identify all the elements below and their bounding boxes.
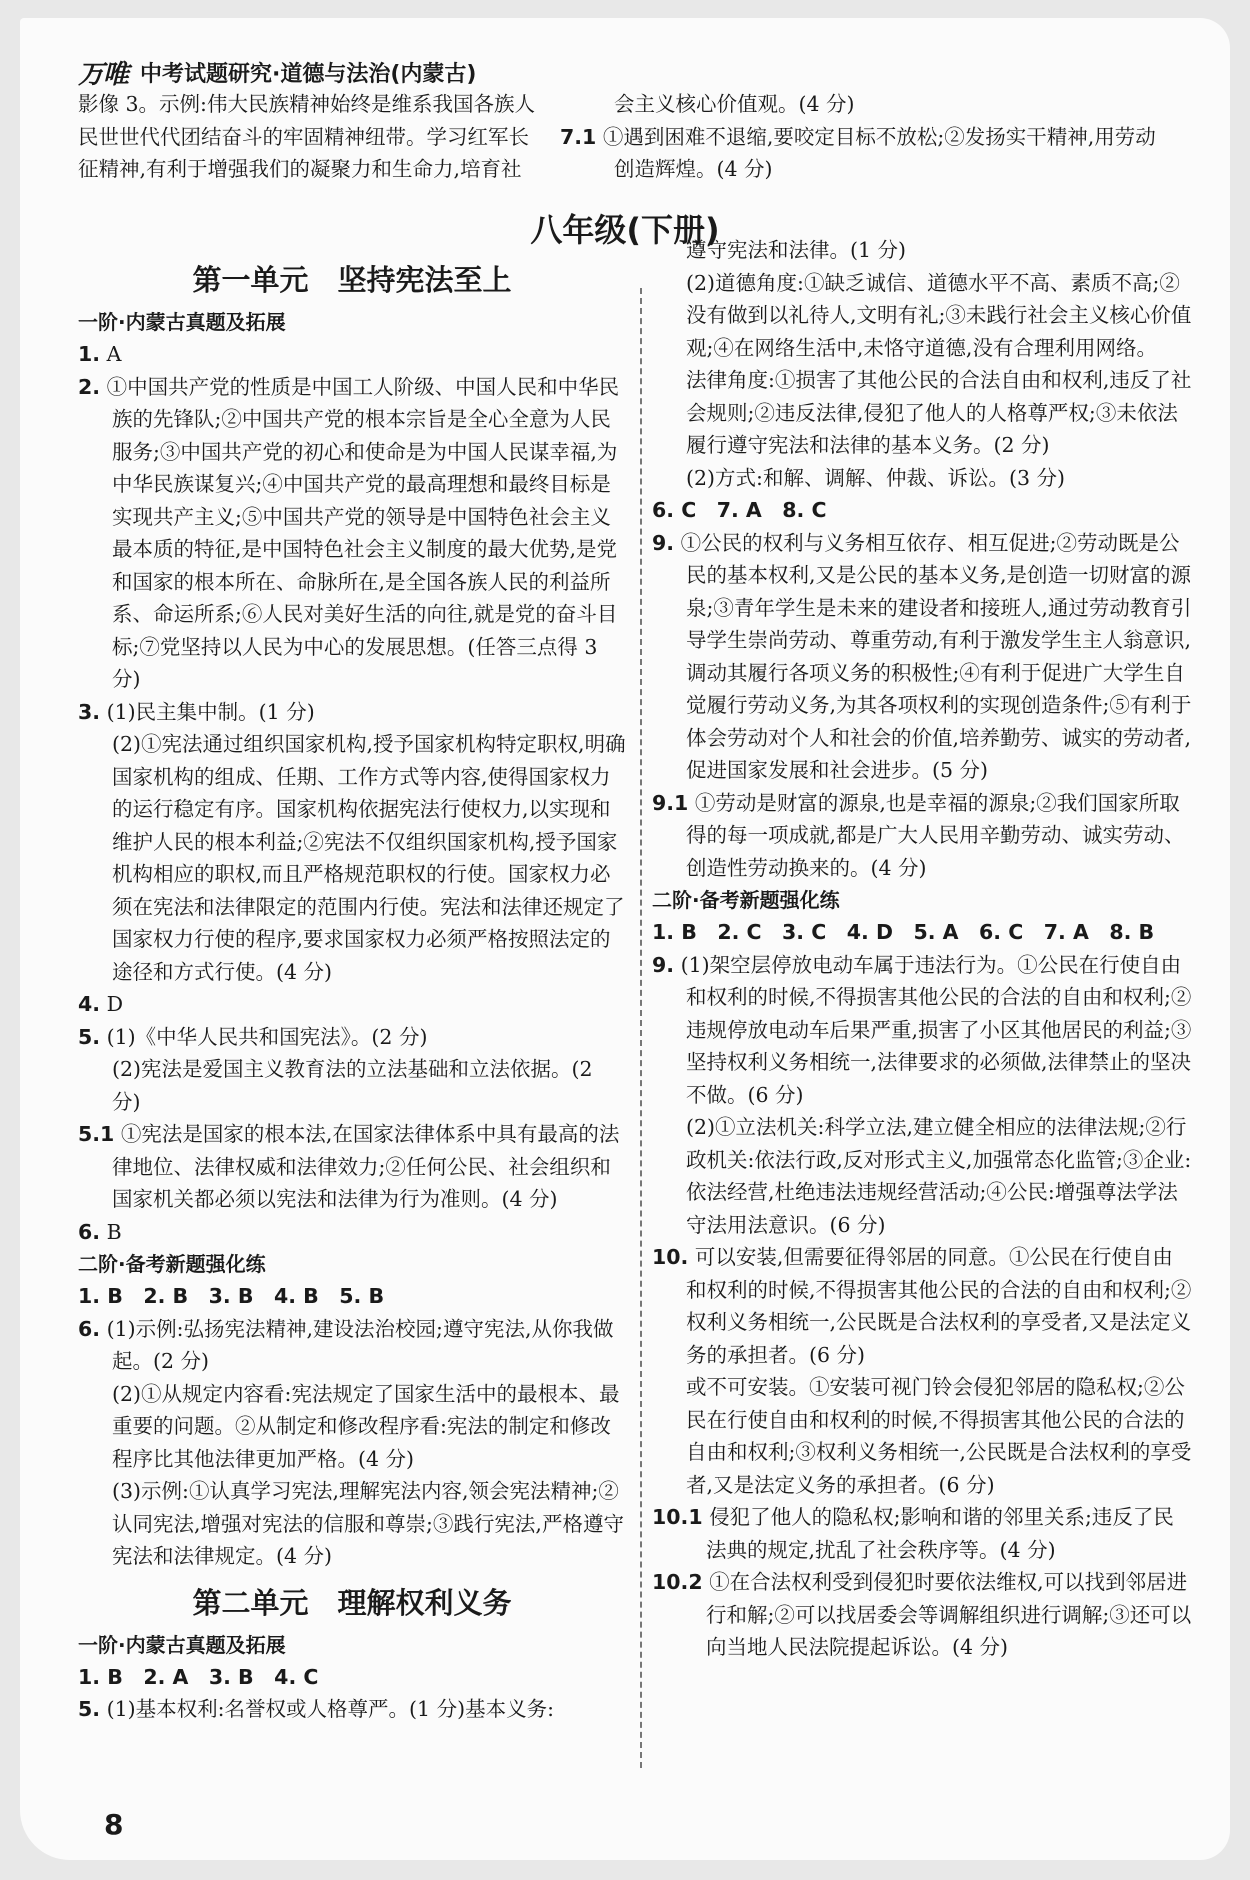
answer-text: ①中国共产党的性质是中国工人阶级、中国人民和中华民族的先锋队;②中国共产党的根本宗旨是全心全意为人民服务;③中国共产党的初心和使命是为中国人民谋幸福,为中华民族谋复兴;④中国共产党的最高理想和最终目标是实现共产主义;⑤中国共产党的领导是中国特色社会主义最本质的特征,是中国特色社会主义制度的最大优势,是党和国家的根本所在、命脉所在,是全国各族人民的利益所系、命运所系;⑥人民对美好生活的向往,就是党的奋斗目标;⑦党坚持以人民为中心的发展思想。(任答三点得 3 分) (106, 374, 620, 691)
section-heading: 二阶·备考新题强化练 (652, 888, 840, 912)
multiple-choice-answers: 1. B 2. B 3. B 4. B 5. B (78, 1284, 385, 1308)
answer-item (652, 1566, 1192, 1664)
answer-text: (2)宪法是爱国主义教育法的立法基础和立法依据。(2 分) (112, 1057, 593, 1114)
unit-title: 第一单元 坚持宪法至上 (192, 263, 512, 297)
question-number: 10. (652, 1245, 689, 1269)
answer-text: (2)道德角度:①缺乏诚信、道德水平不高、素质不高;②没有做到以礼待人,文明有礼;③未践行社会主义核心价值观;④在网络生活中,未恪守道德,没有合理利用网络。 (686, 270, 1192, 360)
answer-text: 或不可安装。①安装可视门铃会侵犯邻居的隐私权;②公民在行使自由和权利的时候,不得损害其他公民的合法的自由和权利;③权利义务相统一,公民既是合法权利的享受者,又是法定义务的承担者。(6 分) (686, 1375, 1192, 1497)
section-heading: 二阶·备考新题强化练 (78, 1252, 266, 1276)
answer-item (652, 949, 1192, 1112)
question-number: 10.2 (652, 1570, 703, 1594)
question-7-1 (560, 121, 1172, 186)
answer-item (78, 696, 626, 729)
answer-text: (1)基本权利:名誉权或人格尊严。(1 分)基本义务: (106, 1697, 554, 1721)
question-number: 9.1 (652, 790, 689, 815)
section-heading: 一阶·内蒙古真题及拓展 (78, 310, 286, 334)
answer-item (78, 1021, 626, 1054)
question-number: 9. (652, 530, 675, 555)
question-number: 10.1 (652, 1505, 703, 1529)
answer-text: (3)示例:①认真学习宪法,理解宪法内容,领会宪法精神;②认同宪法,增强对宪法的信服和尊崇;③践行宪法,严格遵守宪法和法律规定。(4 分) (112, 1479, 624, 1568)
answer-text: B (106, 1219, 122, 1244)
answer-item (652, 1501, 1192, 1566)
question-number: 5. (78, 1024, 101, 1049)
answer-item (78, 1693, 626, 1726)
answer-item (78, 1118, 626, 1216)
answer-item (78, 1313, 626, 1378)
answer-item (78, 988, 626, 1021)
grade-title: 八年级(下册) (530, 211, 720, 249)
question-number: 3. (78, 699, 101, 724)
text-line: 会主义核心价值观。(4 分) (614, 92, 855, 116)
text-line: 影像 3。示例:伟大民族精神始终是维系我国各族人 (78, 92, 535, 116)
question-number: 2. (78, 374, 101, 399)
top-right-block (560, 88, 1172, 186)
answer-item (78, 371, 626, 696)
multiple-choice-answers: 6. C 7. A 8. C (652, 498, 827, 522)
question-number: 1. (78, 342, 101, 366)
answer-text: A (106, 342, 122, 366)
answer-item (78, 338, 626, 371)
answer-text: (1)《中华人民共和国宪法》。(2 分) (106, 1024, 428, 1049)
answer-text: 可以安装,但需要征得邻居的同意。①公民在行使自由和权利的时候,不得损害其他公民的合法的自由和权利;②权利义务相统一,公民既是合法权利的享受者,又是法定义务的承担者。(6 分) (686, 1245, 1192, 1367)
left-column (78, 250, 626, 1726)
brand-logo: 万唯 (78, 59, 129, 90)
multiple-choice-answers: 1. B 2. C 3. C 4. D 5. A 6. C 7. A 8. B (652, 920, 1155, 944)
answer-text: (1)架空层停放电动车属于违法行为。①公民在行使自由和权利的时候,不得损害其他公民的合法的自由和权利;②违规停放电动车后果严重,损害了小区其他居民的利益;③坚持权利义务相统一,法律要求的必须做,法律禁止的坚决不做。(6 分) (680, 952, 1192, 1107)
answer-text: ①遇到困难不退缩,要咬定目标不放松;②发扬实干精神,用劳动创造辉煌。(4 分) (602, 124, 1156, 181)
question-number: 5. (78, 1697, 101, 1721)
question-number: 6. (78, 1219, 101, 1244)
question-number: 9. (652, 952, 675, 977)
answer-item (78, 1216, 626, 1249)
page (20, 18, 1230, 1860)
text-line: 民世世代代团结奋斗的牢固精神纽带。学习红军长 (78, 124, 529, 149)
answer-text: (1)示例:弘扬宪法精神,建设法治校园;遵守宪法,从你我做起。(2 分) (106, 1316, 614, 1373)
page-header (78, 52, 476, 92)
multiple-choice-answers: 1. B 2. A 3. B 4. C (78, 1664, 319, 1689)
answer-item (652, 527, 1192, 787)
question-number: 7.1 (560, 124, 597, 149)
right-column (652, 234, 1192, 1664)
question-number: 5.1 (78, 1122, 115, 1146)
answer-text: D (106, 992, 124, 1016)
question-number: 4. (78, 992, 101, 1016)
section-heading: 一阶·内蒙古真题及拓展 (78, 1632, 286, 1657)
page-number: 8 (104, 1808, 124, 1841)
answer-text: (2)方式:和解、调解、仲裁、诉讼。(3 分) (686, 465, 1065, 490)
answer-text: 遵守宪法和法律。(1 分) (686, 238, 907, 262)
answer-text: ①在合法权利受到侵犯时要依法维权,可以找到邻居进行和解;②可以找居委会等调解组织进行调解;③还可以向当地人民法院提起诉讼。(4 分) (706, 1570, 1192, 1659)
answer-text: (2)①从规定内容看:宪法规定了国家生活中的最根本、最重要的问题。②从制定和修改程序看:宪法的制定和修改程序比其他法律更加严格。(4 分) (112, 1381, 620, 1471)
answer-text: 法律角度:①损害了其他公民的合法自由和权利,违反了社会规则;②违反法律,侵犯了他人的人格尊严权;③未依法履行遵守宪法和法律的基本义务。(2 分) (686, 368, 1192, 457)
answer-text: ①公民的权利与义务相互依存、相互促进;②劳动既是公民的基本权利,又是公民的基本义务,是创造一切财富的源泉;③青年学生是未来的建设者和接班人,通过劳动教育引导学生崇尚劳动、尊重劳动,有利于激发学生主人翁意识,调动其履行各项义务的积极性;④有利于促进广大学生自觉履行劳动义务,为其各项权利的实现创造条件;⑤有利于体会劳动对个人和社会的价值,培养勤劳、诚实的劳动者,促进国家发展和社会进步。(5 分) (680, 530, 1192, 782)
answer-text: ①宪法是国家的根本法,在国家法律体系中具有最高的法律地位、法律权威和法律效力;②任何公民、社会组织和国家机关都必须以宪法和法律为行为准则。(4 分) (112, 1122, 620, 1211)
answer-text: ①劳动是财富的源泉,也是幸福的源泉;②我们国家所取得的每一项成就,都是广大人民用辛勤劳动、诚实劳动、创造性劳动换来的。(4 分) (686, 790, 1185, 880)
answer-text: 侵犯了他人的隐私权;影响和谐的邻里关系;违反了民法典的规定,扰乱了社会秩序等。(4 分) (706, 1505, 1174, 1562)
answer-text: (2)①立法机关:科学立法,建立健全相应的法律法规;②行政机关:依法行政,反对形式主义,加强常态化监管;③企业:依法经营,杜绝违法违规经营活动;④公民:增强尊法学法守法用法意识。(6 分) (686, 1115, 1192, 1237)
top-left-block (78, 88, 626, 186)
answer-text: (1)民主集中制。(1 分) (106, 699, 315, 724)
unit-title: 第二单元 理解权利义务 (192, 1585, 512, 1620)
text-line: 征精神,有利于增强我们的凝聚力和生命力,培育社 (78, 157, 522, 181)
answer-item (652, 1241, 1192, 1371)
answer-text: (2)①宪法通过组织国家机构,授予国家机构特定职权,明确国家机构的组成、任期、工作方式等内容,使得国家权力的运行稳定有序。国家机构依据宪法行使权力,以实现和维护人民的根本利益;②宪法不仅组织国家机构,授予国家机构相应的职权,而且严格规范职权的行使。国家权力必须在宪法和法律限定的范围内行使。宪法和法律还规定了国家权力行使的程序,要求国家权力必须严格按照法定的途径和方式行使。(4 分) (112, 732, 626, 984)
header-title: 中考试题研究·道德与法治(内蒙古) (140, 61, 477, 87)
question-number: 6. (78, 1316, 101, 1341)
answer-item (652, 787, 1192, 885)
column-divider (640, 288, 642, 1768)
